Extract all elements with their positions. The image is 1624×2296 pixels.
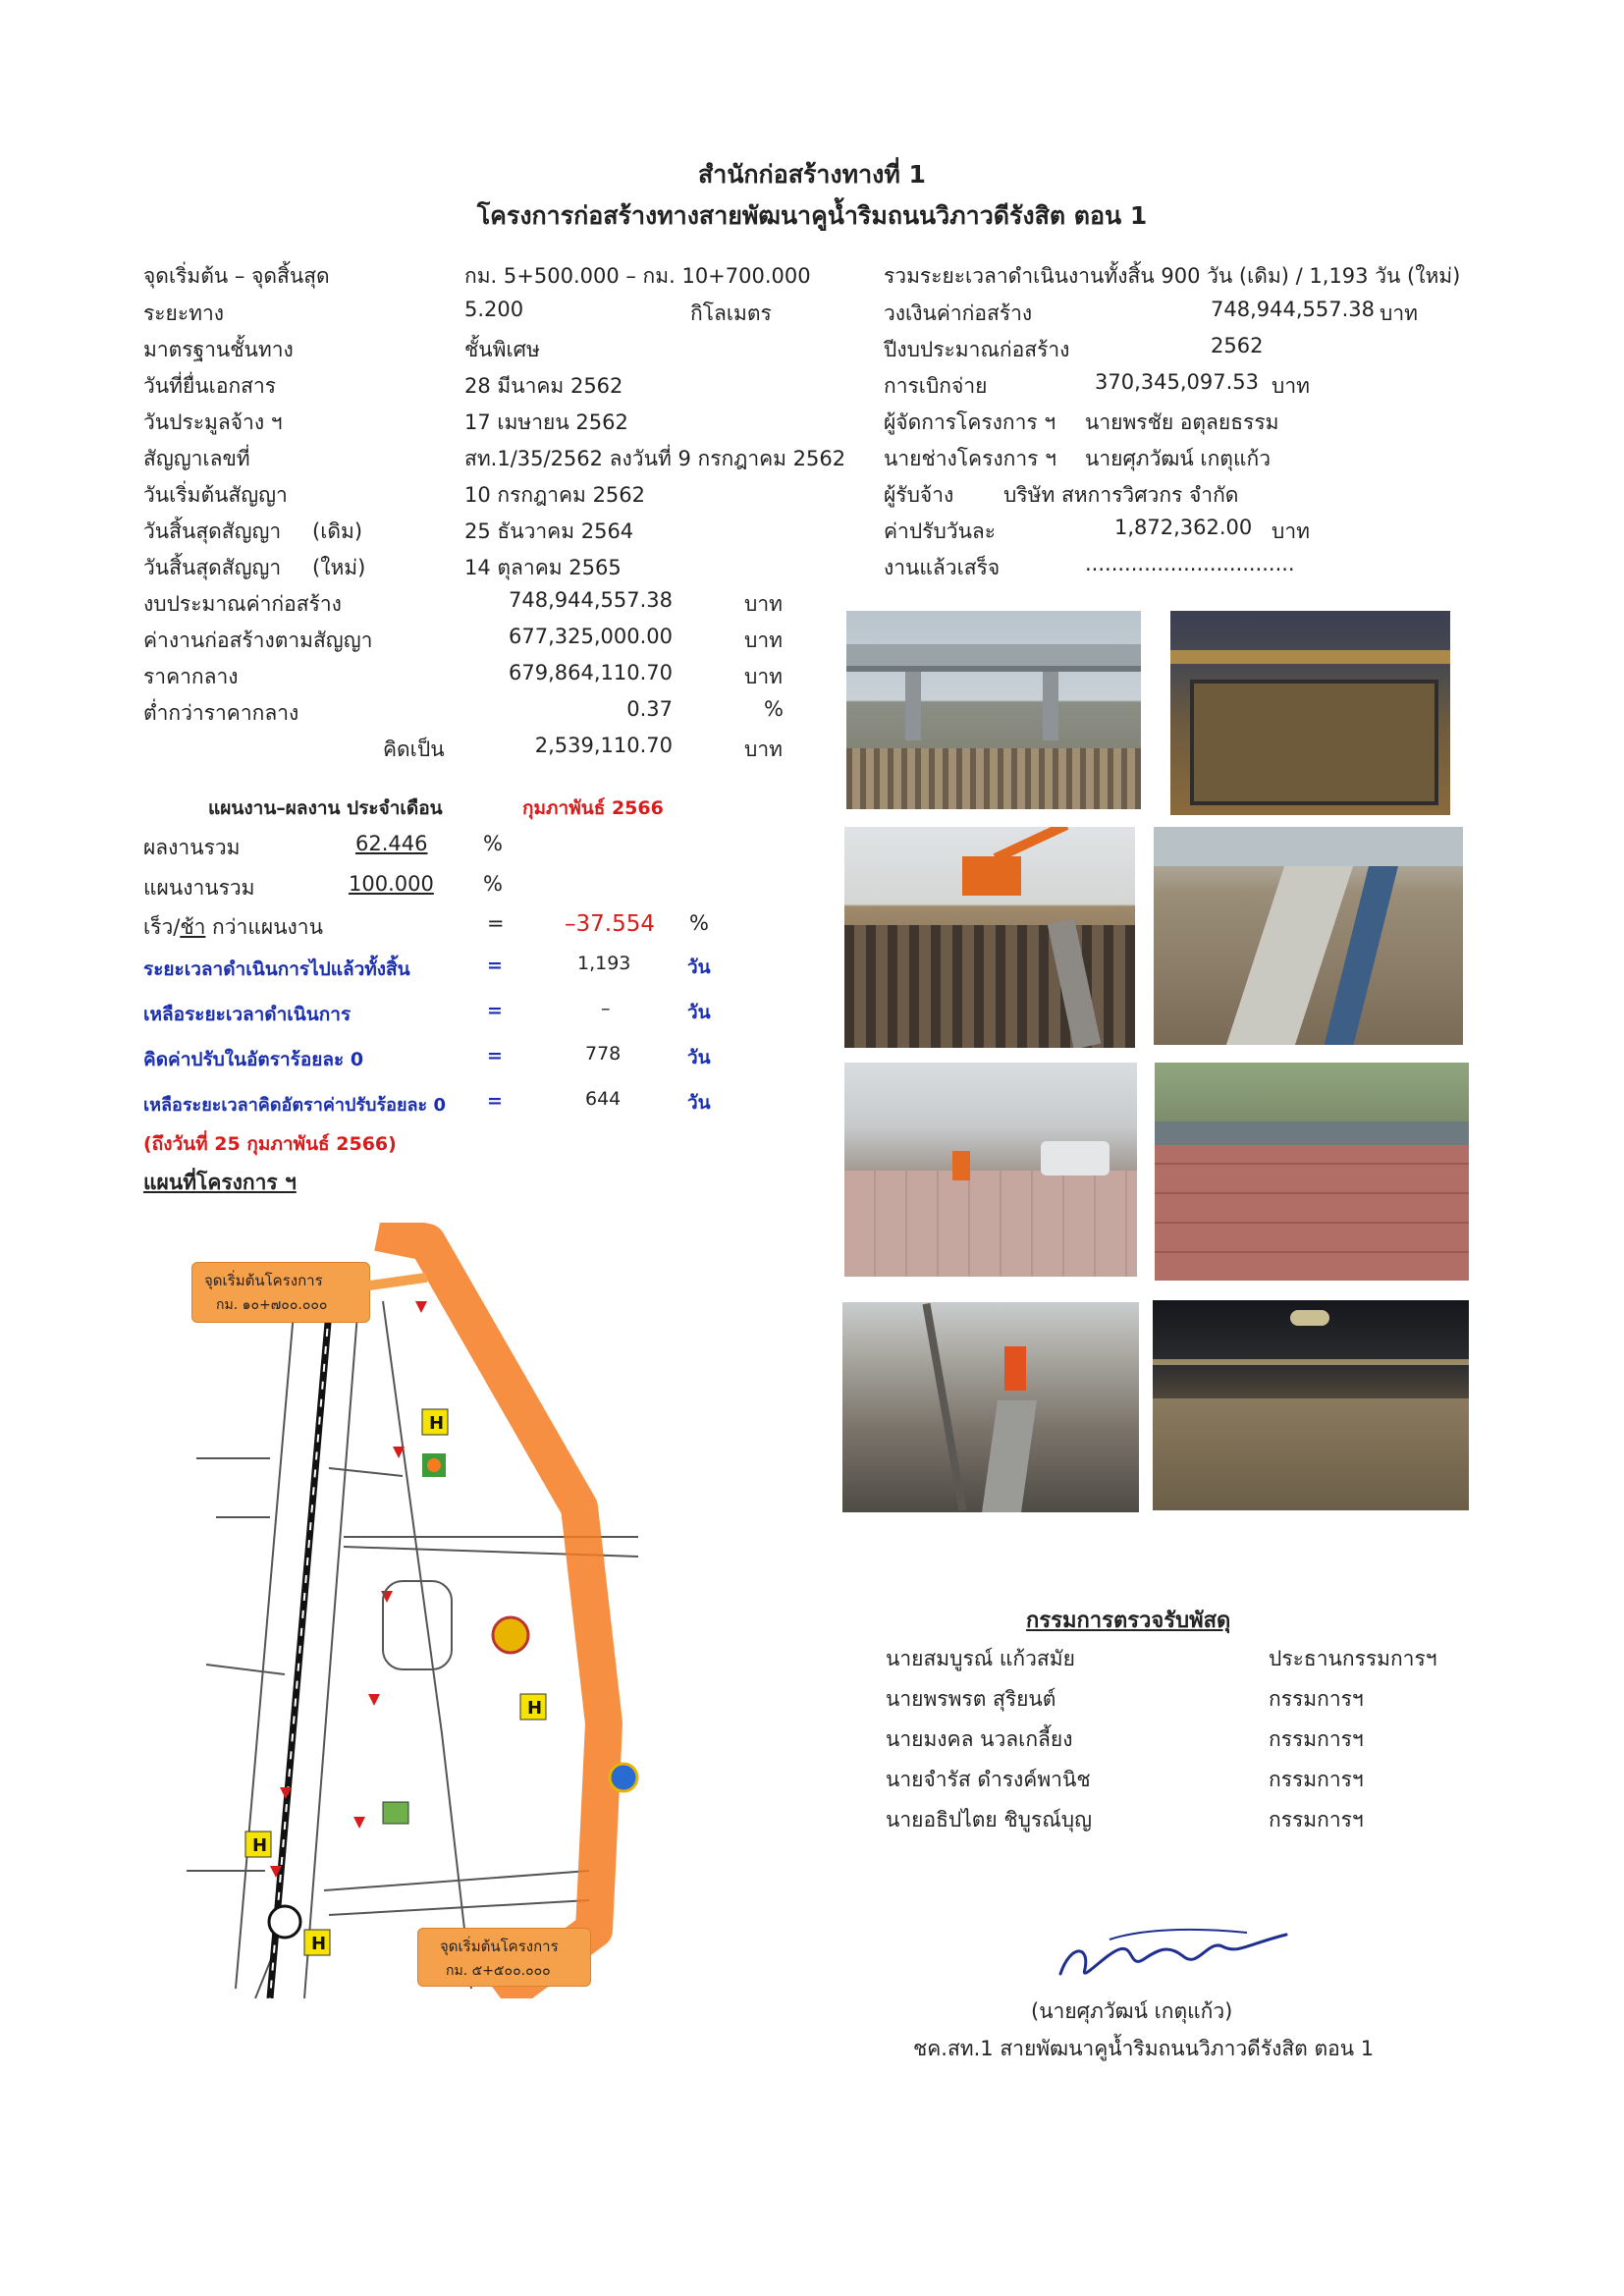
info-label: การเบิกจ่าย	[884, 374, 988, 398]
committee-title: กรรมการตรวจรับพัสดุ	[1026, 1609, 1231, 1633]
hospital-icon	[304, 1930, 330, 1955]
progress-heading: แผนงาน–ผลงาน ประจำเดือน	[208, 797, 443, 819]
site-photo	[842, 1302, 1139, 1512]
member-name: นายอธิปไตย ชิบูรณ์บุญ	[886, 1808, 1092, 1831]
hospital-icon	[245, 1831, 271, 1857]
diff-label-slow: ช้า	[180, 915, 206, 939]
signature-image	[1051, 1915, 1296, 1994]
site-photo	[1154, 827, 1463, 1045]
office-title: สำนักก่อสร้างทางที่ 1	[698, 160, 926, 189]
member-name: นายพรพรต สุริยนต์	[886, 1687, 1056, 1711]
stat-value: 778	[585, 1043, 622, 1065]
diff-label	[143, 911, 323, 944]
stat-value: –	[601, 998, 611, 1019]
budget-value: 0.37	[626, 697, 673, 721]
map-heading: แผนที่โครงการ ฯ	[143, 1171, 297, 1194]
hospital-icon	[422, 1409, 448, 1435]
info-value: 2562	[1211, 334, 1264, 357]
budget-value: 679,864,110.70	[509, 661, 673, 684]
info-unit: บาท	[1272, 374, 1310, 398]
stat-label: คิดค่าปรับในอัตราร้อยละ 0	[143, 1049, 364, 1070]
diff-label-fast: เร็ว/	[143, 915, 181, 939]
info-value: นายพรชัย อตุลยธรรม	[1085, 410, 1279, 434]
member-role: ประธานกรรมการฯ	[1269, 1647, 1437, 1670]
info-value: ................................	[1085, 552, 1295, 575]
member-role: กรรมการฯ	[1269, 1687, 1364, 1711]
member-role: กรรมการฯ	[1269, 1808, 1364, 1831]
progress-month: กุมภาพันธ์ 2566	[522, 797, 664, 819]
plan-value: 100.000	[349, 872, 434, 896]
signature-name: (นายศุภวัฒน์ เกตุแก้ว)	[1031, 1999, 1233, 2023]
site-photo	[844, 1063, 1137, 1277]
stat-value: 1,193	[577, 953, 631, 974]
stat-label: เหลือระยะเวลาคิดอัตราค่าปรับร้อยละ 0	[143, 1095, 446, 1116]
info-unit: บาท	[1380, 301, 1418, 325]
stat-unit: วัน	[687, 957, 711, 978]
budget-label: คิดเป็น	[383, 738, 445, 761]
hospital-icon	[520, 1694, 546, 1720]
info-value: 14 ตุลาคม 2565	[464, 556, 622, 579]
callout-end-label: จุดเริ่มต้นโครงการ	[204, 1272, 323, 1289]
member-name: นายสมบูรณ์ แก้วสมัย	[886, 1647, 1075, 1670]
stat-eq: =	[487, 955, 503, 976]
member-role: กรรมการฯ	[1269, 1727, 1364, 1751]
info-value: 17 เมษายน 2562	[464, 410, 628, 434]
info-value: 10 กรกฎาคม 2562	[464, 483, 646, 507]
info-label: วันสิ้นสุดสัญญา	[143, 519, 282, 543]
info-label: ปีงบประมาณก่อสร้าง	[884, 338, 1070, 361]
project-map	[177, 1223, 668, 1998]
info-label: ค่าปรับวันละ	[884, 519, 997, 543]
budget-label: ต่ำกว่าราคากลาง	[143, 701, 299, 725]
budget-value: 2,539,110.70	[534, 734, 673, 757]
budget-value: 677,325,000.00	[509, 625, 673, 648]
info-label: วันประมูลจ้าง ฯ	[143, 410, 283, 434]
budget-unit: %	[764, 697, 784, 721]
budget-unit: บาท	[744, 629, 783, 652]
info-label: วันสิ้นสุดสัญญา	[143, 556, 282, 579]
info-sub: (เดิม)	[312, 519, 363, 543]
info-label: วันเริ่มต้นสัญญา	[143, 483, 288, 507]
diff-unit: %	[689, 911, 709, 935]
budget-label: งบประมาณค่าก่อสร้าง	[143, 592, 342, 616]
map-drawing	[177, 1223, 668, 1998]
actual-label: ผลงานรวม	[143, 836, 241, 859]
budget-value: 748,944,557.38	[509, 588, 673, 612]
info-label: วงเงินค่าก่อสร้าง	[884, 301, 1033, 325]
info-label: สัญญาเลขที่	[143, 447, 250, 470]
site-photo	[846, 611, 1141, 809]
info-unit: บาท	[1272, 519, 1310, 543]
info-value: สท.1/35/2562 ลงวันที่ 9 กรกฎาคม 2562	[464, 447, 846, 470]
info-value: 370,345,097.53	[1095, 370, 1259, 394]
site-photo	[1153, 1300, 1469, 1510]
as-of-date: (ถึงวันที่ 25 กุมภาพันธ์ 2566)	[143, 1133, 397, 1155]
info-value: 748,944,557.38	[1211, 298, 1375, 321]
plan-unit: %	[483, 872, 503, 896]
waypoint-icons	[270, 1301, 427, 1878]
svg-text:H: H	[527, 1698, 543, 1719]
diff-eq: =	[487, 911, 505, 935]
callout-start-km: กม. ๕+๕๐๐.๐๐๐	[446, 1963, 551, 1979]
actual-unit: %	[483, 832, 503, 855]
info-value: 5.200	[464, 298, 524, 321]
landmark-icon	[610, 1764, 637, 1791]
stat-label: เหลือระยะเวลาดำเนินการ	[143, 1004, 352, 1025]
budget-unit: บาท	[744, 665, 783, 688]
budget-unit: บาท	[744, 738, 783, 761]
map-callout-end	[191, 1262, 370, 1323]
info-label: ผู้จัดการโครงการ ฯ	[884, 410, 1056, 434]
info-value: บริษัท สหการวิศวกร จำกัด	[1003, 483, 1239, 507]
info-label: ผู้รับจ้าง	[884, 483, 954, 507]
site-photo	[1155, 1063, 1469, 1281]
info-value: นายศุภวัฒน์ เกตุแก้ว	[1085, 447, 1271, 470]
actual-value: 62.446	[355, 832, 428, 855]
member-name: นายจำรัส ดำรงค์พานิช	[886, 1768, 1091, 1791]
stat-eq: =	[487, 1090, 503, 1112]
temple-icon	[493, 1617, 528, 1653]
info-value: 25 ธันวาคม 2564	[464, 519, 634, 543]
logo-icon	[422, 1453, 446, 1477]
info-label: นายช่างโครงการ ฯ	[884, 447, 1056, 470]
svg-text:H: H	[252, 1835, 268, 1856]
site-photo	[844, 827, 1135, 1048]
callout-start-label: จุดเริ่มต้นโครงการ	[440, 1938, 559, 1955]
budget-label: ราคากลาง	[143, 665, 239, 688]
info-value: 1,872,362.00	[1114, 516, 1253, 539]
info-value: ชั้นพิเศษ	[464, 338, 540, 361]
info-value: กม. 5+500.000 – กม. 10+700.000	[464, 264, 811, 288]
project-title: โครงการก่อสร้างทางสายพัฒนาคูน้ำริมถนนวิภาวดีรังสิต ตอน 1	[476, 201, 1148, 230]
info-label: งานแล้วเสร็จ	[884, 556, 1001, 579]
info-label: จุดเริ่มต้น – จุดสิ้นสุด	[143, 264, 330, 288]
stat-value: 644	[585, 1088, 622, 1110]
info-label: วันที่ยื่นเอกสาร	[143, 374, 277, 398]
stat-eq: =	[487, 1045, 503, 1066]
diff-value: –37.554	[565, 911, 655, 937]
stat-unit: วัน	[687, 1047, 711, 1068]
roundabout-icon	[269, 1906, 300, 1938]
svg-text:H: H	[311, 1934, 327, 1954]
info-label: มาตรฐานชั้นทาง	[143, 338, 294, 361]
budget-unit: บาท	[744, 592, 783, 616]
diff-label-rest: กว่าแผนงาน	[205, 915, 323, 939]
building-icon	[383, 1802, 408, 1824]
info-sub: (ใหม่)	[312, 556, 366, 579]
info-label: ระยะทาง	[143, 301, 225, 325]
member-name: นายมงคล นวลเกลี้ยง	[886, 1727, 1073, 1751]
svg-text:H: H	[429, 1413, 445, 1434]
stat-label: ระยะเวลาดำเนินการไปแล้วทั้งสิ้น	[143, 958, 410, 980]
plan-label: แผนงานรวม	[143, 876, 255, 900]
stat-unit: วัน	[687, 1002, 711, 1023]
map-callout-start	[417, 1928, 591, 1987]
stat-unit: วัน	[687, 1092, 711, 1114]
info-value: 28 มีนาคม 2562	[464, 374, 623, 398]
callout-end-km: กม. ๑๐+๗๐๐.๐๐๐	[216, 1297, 328, 1313]
signature-position: ชค.สท.1 สายพัฒนาคูน้ำริมถนนวิภาวดีรังสิต ตอน 1	[913, 2037, 1375, 2060]
stat-eq: =	[487, 1000, 503, 1021]
budget-label: ค่างานก่อสร้างตามสัญญา	[143, 629, 373, 652]
info-label: รวมระยะเวลาดำเนินงานทั้งสิ้น 900 วัน (เดิม) / 1,193 วัน (ใหม่)	[884, 264, 1461, 288]
info-unit: กิโลเมตร	[690, 301, 772, 325]
site-photo	[1170, 611, 1450, 815]
member-role: กรรมการฯ	[1269, 1768, 1364, 1791]
